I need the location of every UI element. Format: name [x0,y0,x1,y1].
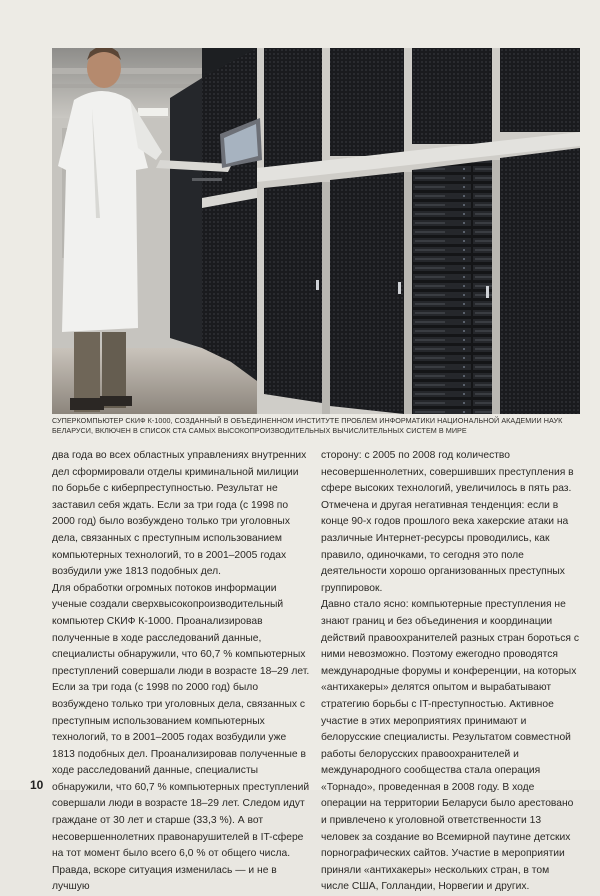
paragraph: Для обработки огромных потоков информации ученые создали сверхвысокопроизводительный компьютер СКИФ К-1000. Проанализировав полученные в ходе расследований данные, специалисты обнаружили, что 60,7 % компьютерных преступлений совершали люди в возрасте 18–29 лет. Если за три года (с 1998 по 2000 год) было возбуждено только три уголовных дела, связанных с преступным использованием компьютерных технологий, то в 2001–2005 годах возбудили уже 1813 подобных дел. Проанализировав полученные в ходе расследований данные, специалисты обнаружили, что 60,7 % компьютерных преступлений совершали люди в возрасте 18–29 лет. Следом идут граждане от 30 лет и старше (33,3 %). А вот несовершеннолетних правонарушителей в IT-сфере на тот момент было всего 6,0 % от общего числа. Правда, вскоре ситуация изменилась — и не в лучшую [52,582,310,893]
photo-caption: СУПЕРКОМПЬЮТЕР СКИФ К-1000, СОЗДАННЫЙ В ОБЪЕДИНЕННОМ ИНСТИТУТЕ ПРОБЛЕМ ИНФОРМАТИКИ НАЦИОНАЛЬНОЙ АКАДЕМИИ НАУК БЕЛАРУСИ, ВКЛЮЧЕН В СПИСОК СТА САМЫХ ВЫСОКОПРОИЗВОДИТЕЛЬНЫХ ВЫЧИСЛИТЕЛЬНЫХ СИСТЕМ В МИРЕ [52,416,563,435]
paragraph: сторону: с 2005 по 2008 год количество несовершеннолетних, совершивших преступления в сфере высоких технологий, увеличилось в пять раз. Отмечена и другая негативная тенденция: если в конце 90-х годов прошлого века хакерские атаки на различные Интернет-ресурсы проводились, как правило, одиночками, то сегодня это поле деятельности хорошо организованных преступных группировок. [321,450,574,594]
page-number: 10 [30,778,44,792]
right-text-column [321,448,579,896]
supercomputer-photo [52,48,580,414]
server-room-illustration [52,48,580,414]
paragraph: Давно стало ясно: компьютерные преступления не знают границ и без объединения и координации действий правоохранителей разных стран бороться с ними невозможно. Поэтому ежегодно проводятся международные форумы и конференции, на которых «антихакеры» делятся опытом и вырабатывают стратегию борьбы с IT-преступностью. Активное участие в этих мероприятиях принимают и белорусские специалисты. Результатом совместной работы белорусских правоохранителей и международного сообщества стала операция «Торнадо», проведенная в 2008 году. В ходе операции на территории Беларуси было арестовано и привлечено к уголовной ответственности 13 человек за создание во Всемирной паутине детских порнографических сайтов. Участие в мероприятии приняли «антихакеры» нескольких стран, в том числе США, Голландии, Норвегии и других. [321,599,579,893]
left-text-column [52,448,310,896]
paragraph: два года во всех областных управлениях внутренних дел сформировали отделы криминальной милиции по борьбе с киберпреступностью. Результат не заставил себя ждать. Если за три года (с 1998 по 2000 год) было возбуждено только три уголовных дела, связанных с преступным использованием компьютерных технологий, то в 2001–2005 годах возбудили уже 1813 подобных дел. [52,450,307,578]
